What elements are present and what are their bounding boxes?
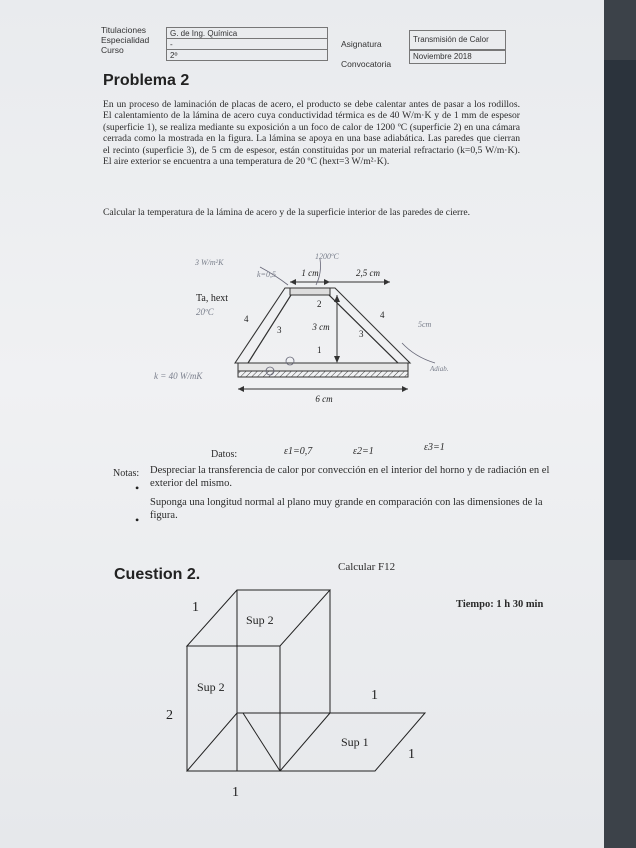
surface-3a-label: 3 xyxy=(277,325,282,335)
surface-1-label: 1 xyxy=(317,345,322,355)
handwritten-h: 3 W/m²K xyxy=(195,258,224,267)
dim-bottom-1: 1 xyxy=(232,785,239,800)
handwritten-thickness: 5cm xyxy=(418,320,432,329)
handwritten-kwall: k=0,5 xyxy=(257,270,276,279)
background-shadow xyxy=(604,60,636,560)
dim-top-width: 1 cm xyxy=(301,268,319,278)
convocatoria-field: Noviembre 2018 xyxy=(409,50,506,64)
label-curso: Curso xyxy=(101,45,124,55)
dim-side-width: 2,5 cm xyxy=(356,268,380,278)
calc-f12: Calcular F12 xyxy=(338,561,396,573)
notas-label: Notas: xyxy=(113,468,140,479)
dim-left-2: 2 xyxy=(166,708,173,723)
wall-left-label: 4 xyxy=(244,314,249,324)
handwritten-adiabatic: Adiab. xyxy=(430,365,449,373)
view-factor-diagram xyxy=(160,580,440,810)
furnace-diagram xyxy=(140,245,470,415)
note-1: Despreciar la transferencia de calor por convección en el interior del horno y de radiación en el exterior del mismo. xyxy=(150,465,550,489)
emissivity-2: ε2=1 xyxy=(353,446,374,457)
especialidad-field: - xyxy=(166,38,328,50)
handwritten-t2: 1200ºC xyxy=(315,252,339,261)
sup2-top-label: Sup 2 xyxy=(246,613,274,627)
problem-statement: En un proceso de laminación de placas de acero, el producto se debe calentar antes de pasar a los rodillos. El calentamiento de la lámina de acero cuya conductividad térmica es de 40 W/m·K y de 1 mm de espesor (superficie 1), se realiza mediante su exposición a un foco de calor de 1200 ºC (superficie 2) en una cámara cerrada como la mostrada en la figura. La lámina se apoya en una base adiabática. Las paredes que cierran el recinto (superficie 3), de 5 cm de espesor, están constituidas por un material refractario (k=0,5 W/m·K). El aire exterior se encuentra a una temperatura de 20 ºC (hext=3 W/m²·K). xyxy=(103,99,520,168)
dim-right-1a: 1 xyxy=(371,688,378,703)
dim-base-width: 6 cm xyxy=(315,394,333,404)
sup2-front-label: Sup 2 xyxy=(197,680,225,694)
dim-top-1: 1 xyxy=(192,600,199,615)
label-titulaciones: Titulaciones xyxy=(101,25,147,35)
asignatura-field: Transmisión de Calor xyxy=(409,30,506,50)
problem-question: Calcular la temperatura de la lámina de acero y de la superficie interior de las paredes de cierre. xyxy=(103,207,471,218)
handwritten-ksteel: k = 40 W/mK xyxy=(154,371,203,381)
bullet-2: • xyxy=(135,513,140,527)
label-especialidad: Especialidad xyxy=(101,35,150,45)
sup1-label: Sup 1 xyxy=(341,735,369,749)
bullet-1: • xyxy=(135,481,140,495)
surface-3b-label: 3 xyxy=(359,329,364,339)
dim-height: 3 cm xyxy=(312,322,330,332)
label-convocatoria: Convocatoria xyxy=(341,59,392,69)
note-2: Suponga una longitud normal al plano muy grande en comparación con las dimensiones de la figura. xyxy=(150,497,543,521)
wall-right-label: 4 xyxy=(380,310,385,320)
question-title: Cuestion 2. xyxy=(114,566,201,583)
emissivity-3: ε3=1 xyxy=(424,442,445,453)
datos-label: Datos: xyxy=(211,449,238,460)
emissivity-1: ε1=0,7 xyxy=(284,446,313,457)
surface-2-label: 2 xyxy=(317,299,322,309)
dim-right-1b: 1 xyxy=(408,747,415,762)
exam-time: Tiempo: 1 h 30 min xyxy=(456,599,544,610)
ambient-label: Ta, hext xyxy=(196,293,229,304)
problem-title: Problema 2 xyxy=(103,72,190,89)
curso-field: 2º xyxy=(166,49,328,61)
label-asignatura: Asignatura xyxy=(341,39,382,49)
handwritten-ta: 20ºC xyxy=(196,307,214,317)
titulacion-field: G. de Ing. Química xyxy=(166,27,328,39)
